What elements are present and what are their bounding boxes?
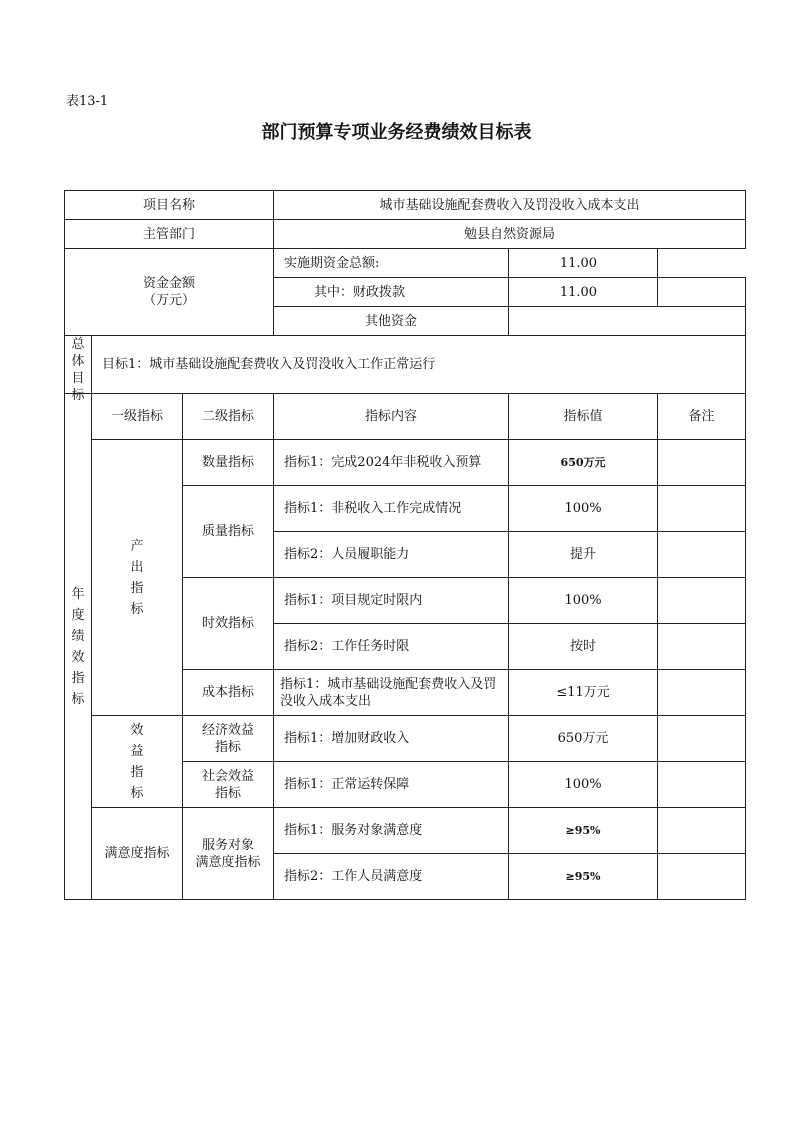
indicator-note [658,854,746,900]
project-name-value: 城市基础设施配套费收入及罚没收入成本支出 [274,191,746,220]
total-funds-label: 实施期资金总额: [274,249,509,278]
overall-goal-text: 目标1：城市基础设施配套费收入及罚没收入工作正常运行 [92,336,746,394]
indicator-value: 提升 [509,532,658,578]
satisfaction-indicators-label: 满意度指标 [92,808,183,900]
indicator-note [658,716,746,762]
indicator-content: 指标1：项目规定时限内 [274,578,509,624]
column-header-note: 备注 [658,394,746,440]
table-row [65,220,746,249]
page-title: 部门预算专项业务经费绩效目标表 [261,122,532,143]
indicator-content: 指标2：工作任务时限 [274,624,509,670]
other-funds-value [509,307,746,336]
fiscal-funds-label: 其中：财政拨款 [274,278,509,307]
indicator-note [658,578,746,624]
column-header-value: 指标值 [509,394,658,440]
performance-target-table [64,190,746,900]
indicator-value: 650万元 [509,440,658,486]
output-indicators-label: 产 出 指 标 [92,440,183,716]
indicator-value: 100% [509,578,658,624]
indicator-content: 指标1：正常运转保障 [274,762,509,808]
indicator-content: 指标1：城市基础设施配套费收入及罚没收入成本支出 [274,670,509,716]
column-header-level2: 二级指标 [183,394,274,440]
indicator-value: ≤11万元 [509,670,658,716]
other-funds-label: 其他资金 [274,307,509,336]
indicator-note [658,532,746,578]
indicator-note [658,624,746,670]
benefit-indicators-label: 效 益 指 标 [92,716,183,808]
empty-cell [658,249,746,278]
funds-label: 资金金额 （万元） [65,249,274,336]
indicator-note [658,670,746,716]
overall-goal-label: 总 体 目 标 [65,336,92,394]
cost-indicator-label: 成本指标 [183,670,274,716]
indicator-value: 650万元 [509,716,658,762]
column-header-content: 指标内容 [274,394,509,440]
table-number-label: 表13-1 [66,94,109,109]
indicator-note [658,808,746,854]
department-label: 主管部门 [65,220,274,249]
indicator-value: 按时 [509,624,658,670]
table-row [65,808,746,854]
indicator-note [658,440,746,486]
indicator-value: 100% [509,762,658,808]
indicator-content: 指标1：增加财政收入 [274,716,509,762]
table-row [65,716,746,762]
indicator-content: 指标1：非税收入工作完成情况 [274,486,509,532]
indicator-content: 指标1：完成2024年非税收入预算 [274,440,509,486]
indicator-value: 100% [509,486,658,532]
total-funds-value: 11.00 [509,249,658,278]
fiscal-funds-value: 11.00 [509,278,658,307]
social-benefit-label: 社会效益 指标 [183,762,274,808]
quantity-indicator-label: 数量指标 [183,440,274,486]
table-row [65,249,746,278]
indicator-content: 指标2：工作人员满意度 [274,854,509,900]
empty-cell [658,278,746,307]
indicator-content: 指标2：人员履职能力 [274,532,509,578]
service-satisfaction-label: 服务对象 满意度指标 [183,808,274,900]
annual-indicators-label: 年 度 绩 效 指 标 [65,394,92,900]
indicator-value: ≥95% [509,808,658,854]
table-row [65,394,746,440]
indicator-note [658,486,746,532]
indicator-value: ≥95% [509,854,658,900]
table-row [65,336,746,394]
timeliness-indicator-label: 时效指标 [183,578,274,670]
table-row [65,440,746,486]
indicator-content: 指标1：服务对象满意度 [274,808,509,854]
indicator-note [658,762,746,808]
project-name-label: 项目名称 [65,191,274,220]
table-row [65,191,746,220]
department-value: 勉县自然资源局 [274,220,746,249]
quality-indicator-label: 质量指标 [183,486,274,578]
economic-benefit-label: 经济效益 指标 [183,716,274,762]
column-header-level1: 一级指标 [92,394,183,440]
